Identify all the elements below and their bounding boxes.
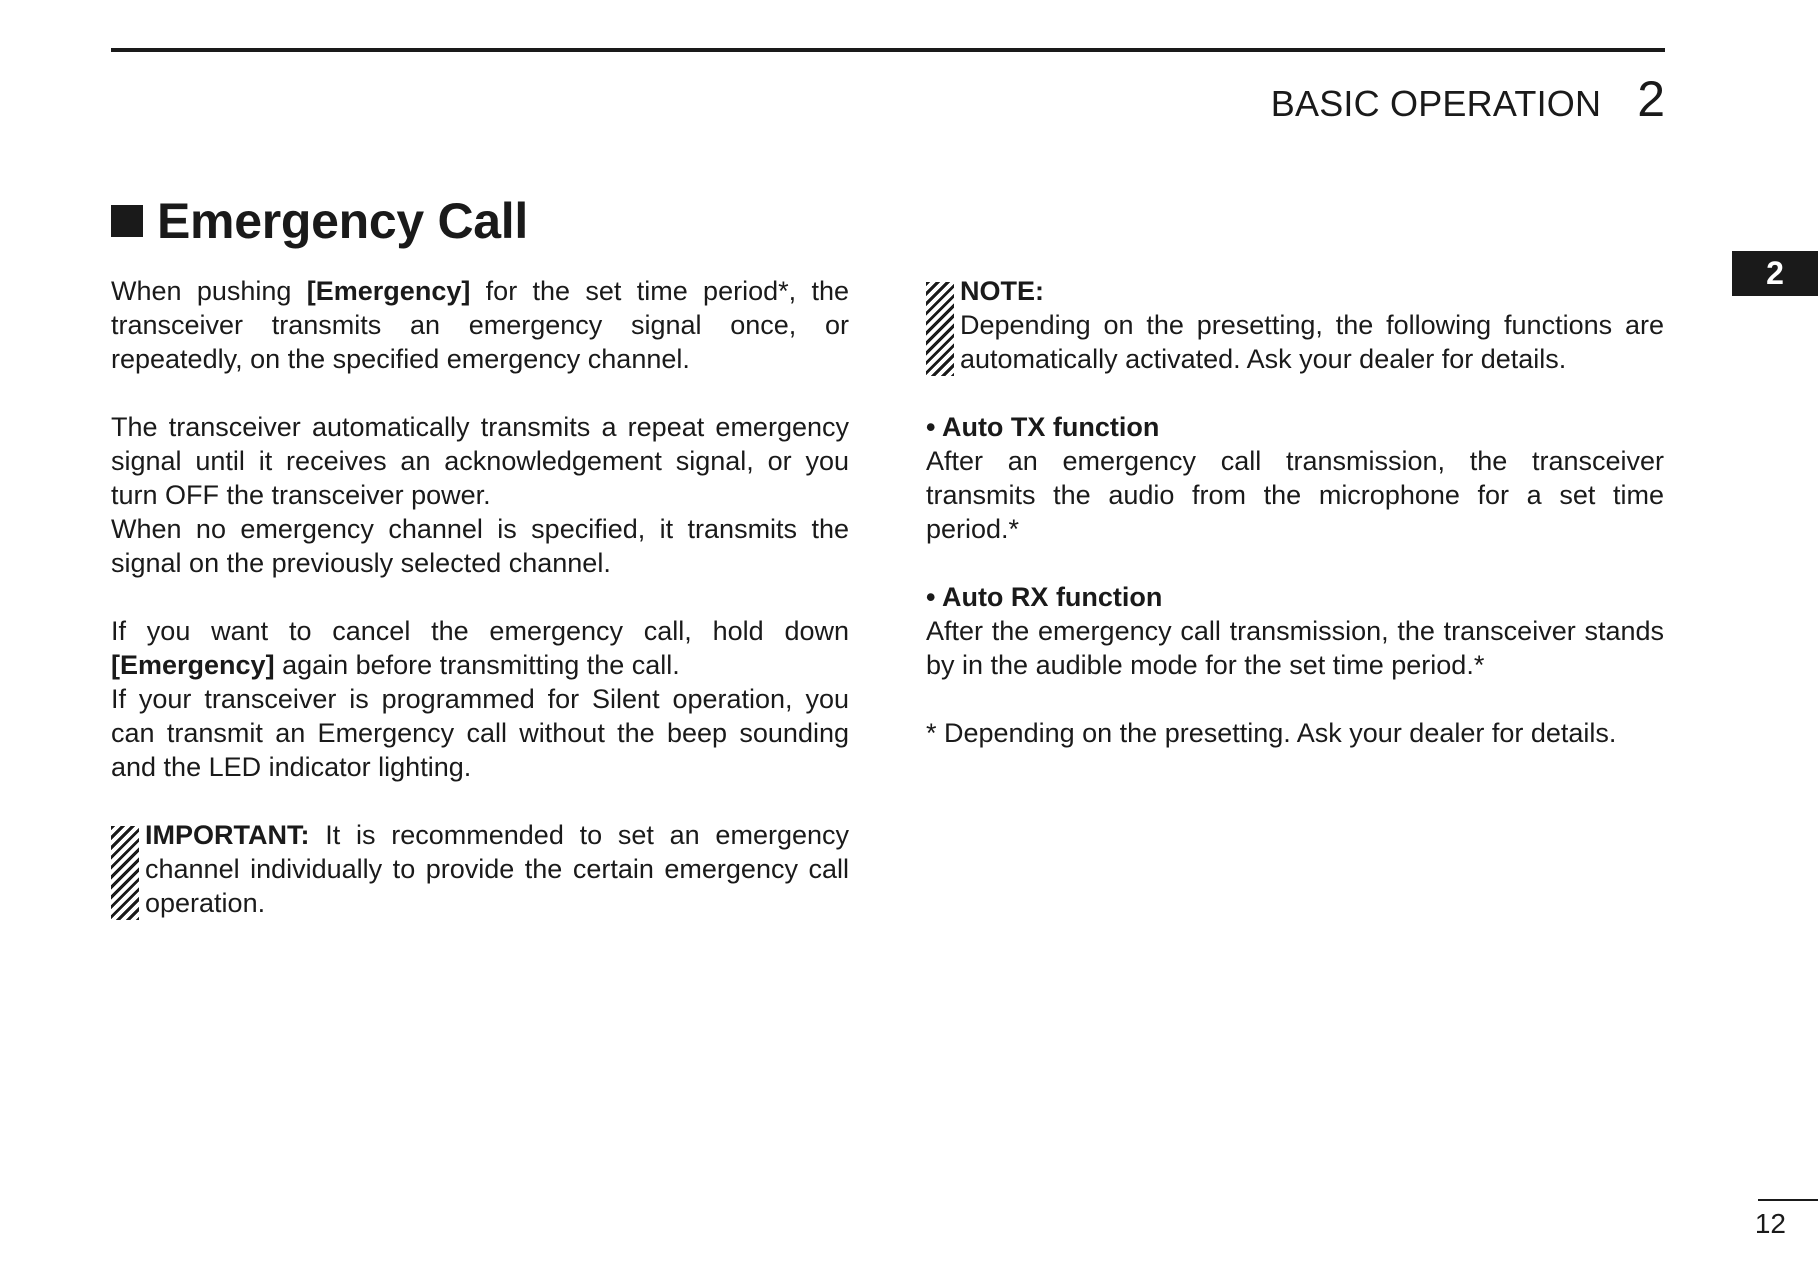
emergency-key-label-2: [Emergency] <box>111 650 275 680</box>
top-rule <box>111 48 1665 52</box>
important-text: It is recommended to set an emergency channel individually to provide the certain emergency call operation. <box>145 820 849 918</box>
caution-hatch-icon <box>111 826 139 920</box>
section-heading <box>111 192 528 250</box>
page-number-rule <box>1758 1199 1818 1201</box>
emergency-key-label: [Emergency] <box>306 276 471 306</box>
note-label: NOTE: <box>960 276 1044 306</box>
caution-hatch-icon <box>926 282 954 376</box>
chapter-tab: 2 <box>1732 251 1818 296</box>
left-column <box>111 274 849 920</box>
auto-tx-text: After an emergency call transmission, the transceiver transmits the audio from the microphone for a set time period.* <box>926 446 1664 544</box>
chapter-number: 2 <box>1637 71 1665 127</box>
page-number: 12 <box>1754 1208 1786 1239</box>
footnote: * Depending on the presetting. Ask your dealer for details. <box>926 718 1617 748</box>
auto-rx-text: After the emergency call transmission, the transceiver stands by in the audible mode for the set time period.* <box>926 616 1664 680</box>
cancel-text-end: again before transmitting the call. <box>274 650 680 680</box>
square-bullet-icon <box>111 205 143 237</box>
repeat-paragraph: The transceiver automatically transmits a repeat emergency signal until it receives an acknowledgement signal, or you turn OFF the transceiver power. <box>111 412 849 510</box>
note-box <box>926 274 1664 376</box>
cancel-paragraph <box>111 614 849 682</box>
intro-paragraph <box>111 274 849 376</box>
auto-rx-heading: • Auto RX function <box>926 582 1163 612</box>
note-text: Depending on the presetting, the following functions are automatically activated. Ask your dealer for details. <box>960 310 1664 374</box>
intro-text-start: When pushing <box>111 276 307 306</box>
important-box <box>111 818 849 920</box>
no-channel-paragraph: When no emergency channel is specified, it transmits the signal on the previously selected channel. <box>111 514 849 578</box>
cancel-text-start: If you want to cancel the emergency call, hold down <box>111 616 849 646</box>
note-body <box>960 274 1664 376</box>
running-head <box>1271 70 1665 128</box>
silent-paragraph: If your transceiver is programmed for Silent operation, you can transmit an Emergency call without the beep sounding and the LED indicator lighting. <box>111 684 849 782</box>
right-column <box>926 274 1664 750</box>
intro-text-end: for the set time period*, the transceiver transmits an emergency signal once, or repeatedly, on the specified emergency channel. <box>111 276 849 374</box>
important-body <box>145 818 849 920</box>
section-title: Emergency Call <box>157 193 528 249</box>
running-head-title: BASIC OPERATION <box>1270 83 1602 124</box>
important-label: IMPORTANT: <box>145 820 310 850</box>
auto-tx-heading: • Auto TX function <box>926 412 1160 442</box>
